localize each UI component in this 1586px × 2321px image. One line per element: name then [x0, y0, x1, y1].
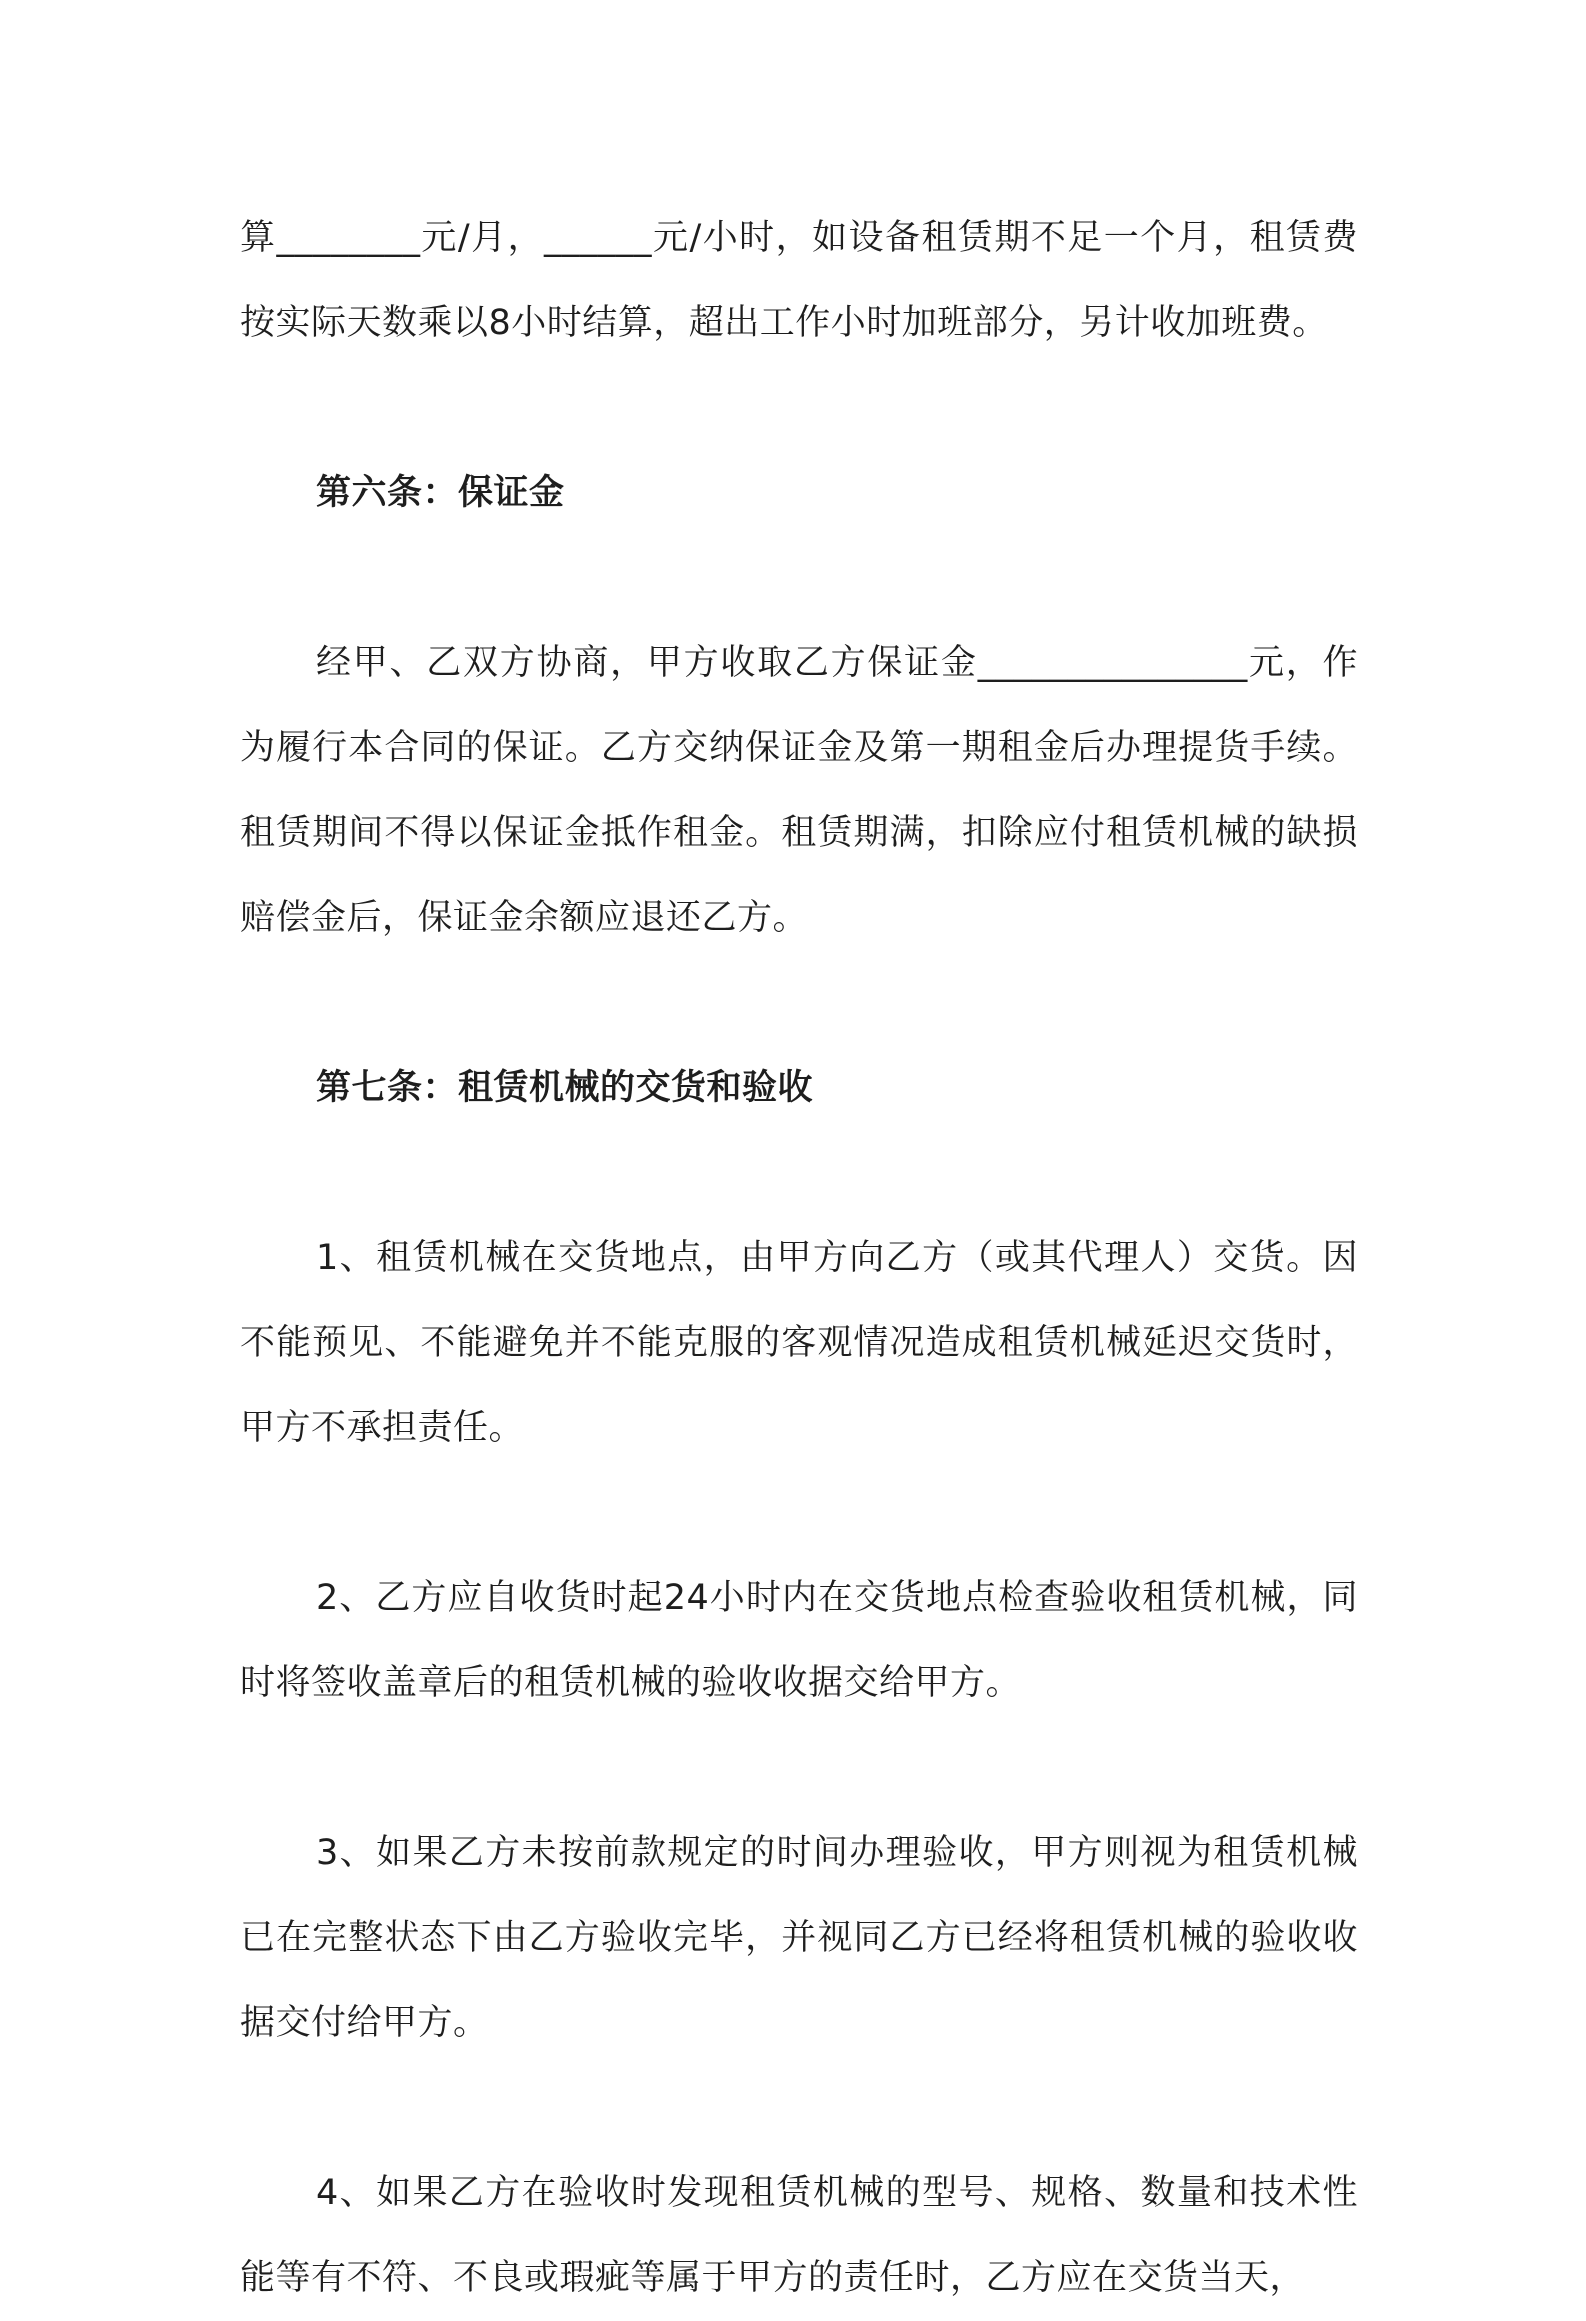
paragraph-clause-7-1: 1、租赁机械在交货地点，由甲方向乙方（或其代理人）交货。因不能预见、不能避免并不能克服的客观情况造成租赁机械延迟交货时，甲方不承担责任。	[240, 1238, 1358, 1448]
paragraph-rent-calculation: 算________元/月，______元/小时，如设备租赁期不足一个月，租赁费按实际天数乘以8小时结算，超出工作小时加班部分，另计收加班费。	[240, 218, 1358, 343]
paragraph-clause-7-3: 3、如果乙方未按前款规定的时间办理验收，甲方则视为租赁机械已在完整状态下由乙方验收完毕，并视同乙方已经将租赁机械的验收收据交付给甲方。	[240, 1833, 1358, 2043]
document-body	[240, 196, 1358, 2321]
paragraph-deposit: 经甲、乙双方协商，甲方收取乙方保证金_______________元，作为履行本合同的保证。乙方交纳保证金及第一期租金后办理提货手续。租赁期间不得以保证金抵作租金。租赁期满，扣除应付租赁机械的缺损赔偿金后，保证金余额应退还乙方。	[240, 643, 1358, 938]
heading-article-six-deposit: 第六条：保证金	[316, 473, 565, 513]
paragraph-clause-7-2: 2、乙方应自收货时起24小时内在交货地点检查验收租赁机械，同时将签收盖章后的租赁机械的验收收据交给甲方。	[240, 1578, 1358, 1703]
heading-article-seven-delivery: 第七条：租赁机械的交货和验收	[316, 1068, 814, 1108]
paragraph-clause-7-4: 4、如果乙方在验收时发现租赁机械的型号、规格、数量和技术性能等有不符、不良或瑕疵等属于甲方的责任时，乙方应在交货当天，	[240, 2173, 1358, 2298]
